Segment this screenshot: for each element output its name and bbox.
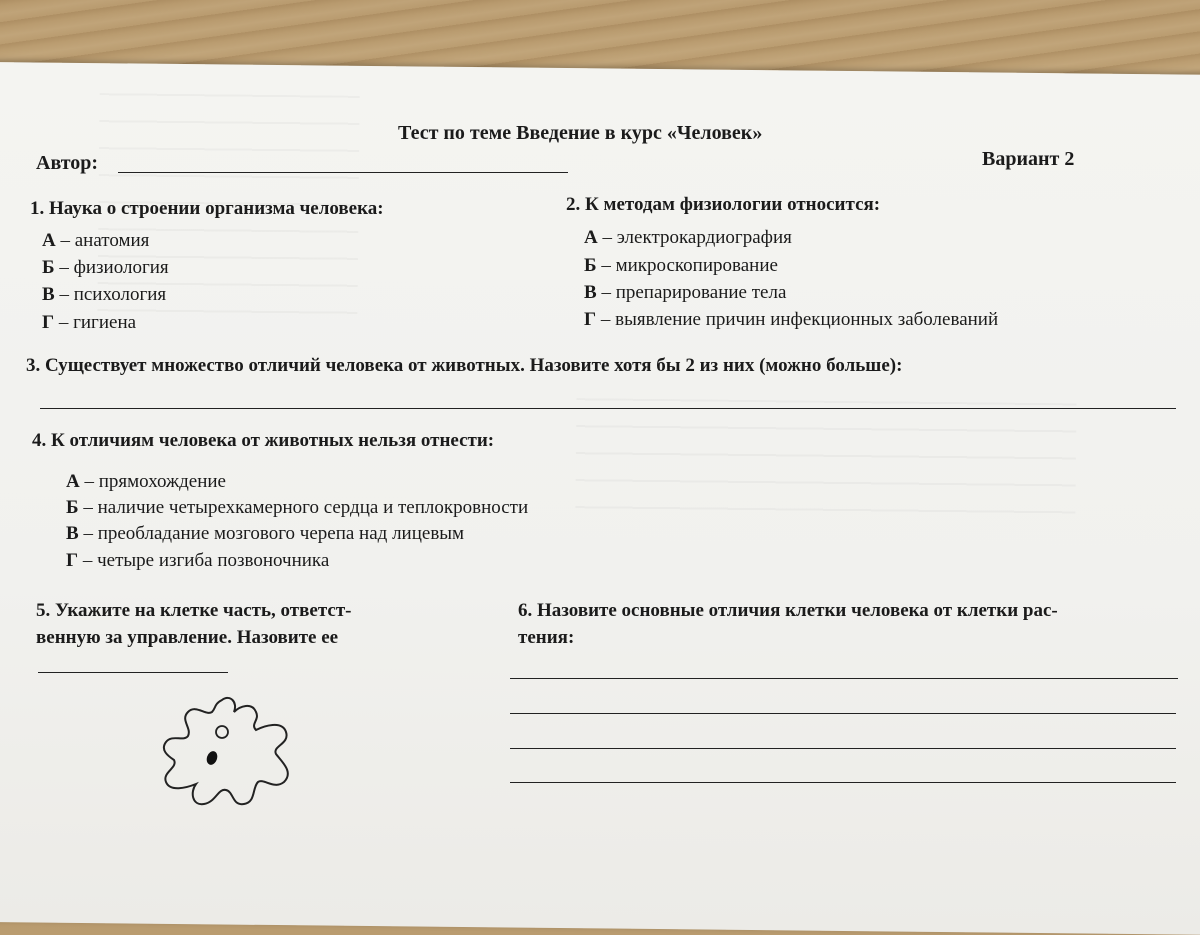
q1-option-c[interactable] [42,284,166,306]
q2-option-b[interactable] [584,255,778,277]
option-text: – психология [54,284,167,305]
option-letter: Б [584,255,597,276]
q2-option-c[interactable] [584,282,786,304]
question-5-line-2: венную за управление. Назовите ее [36,627,339,648]
option-letter: Б [42,257,55,278]
option-text: – четыре изгиба позвоночника [78,550,330,571]
q6-answer-line-2[interactable] [510,713,1176,714]
option-text: – микроскопирование [596,255,778,276]
variant-label: Вариант 2 [982,148,1075,170]
option-text: – анатомия [55,230,150,251]
question-3: 3. Существует множество отличий человека от животных. Назовите хотя бы 2 из них (можно больше): [26,355,903,376]
page-title: Тест по теме Введение в курс «Человек» [398,122,763,144]
question-2: 2. К методам физиологии относится: [566,194,881,215]
option-text: – препарирование тела [596,282,787,303]
q4-option-d[interactable] [66,550,329,572]
q4-option-a[interactable] [66,471,226,493]
option-text: – электрокардиография [597,227,792,248]
q6-answer-line-1[interactable] [510,678,1178,679]
question-4: 4. К отличиям человека от животных нельзя отнести: [32,430,495,451]
option-text: – физиология [54,257,169,278]
question-6-line-2: тения: [518,627,575,648]
question-1: 1. Наука о строении организма человека: [30,198,384,219]
option-letter: Г [584,309,597,330]
option-letter: А [66,471,80,492]
option-text: – наличие четырехкамерного сердца и теплокровности [78,497,529,518]
author-blank-line[interactable] [118,172,568,173]
q2-option-a[interactable] [584,227,792,249]
question-5-line-1: 5. Укажите на клетке часть, ответст- [36,600,352,621]
q6-answer-line-4[interactable] [510,782,1176,783]
option-text: – прямохождение [79,471,226,492]
cell-membrane-outline [164,698,288,804]
question-6-line-1: 6. Назовите основные отличия клетки человека от клетки рас- [518,600,1058,621]
vacuole-circle [216,726,228,738]
q1-option-b[interactable] [42,257,169,279]
cell-drawing[interactable] [160,692,300,812]
option-letter: А [584,227,598,248]
q2-option-d[interactable] [584,309,998,331]
q1-option-a[interactable] [42,230,149,252]
option-text: – гигиена [54,312,137,333]
option-letter: Г [42,312,55,333]
q3-answer-line[interactable] [40,408,1176,409]
q4-option-b[interactable] [66,497,528,519]
option-text: – преобладание мозгового черепа над лицевым [78,523,465,544]
option-letter: В [584,282,597,303]
option-letter: В [66,523,79,544]
option-letter: В [42,284,55,305]
option-text: – выявление причин инфекционных заболеваний [596,309,999,330]
option-letter: Г [66,550,79,571]
nucleus-dot [205,750,219,767]
q4-option-c[interactable] [66,523,464,545]
author-label: Автор: [36,152,99,174]
option-letter: А [42,230,56,251]
q1-option-d[interactable] [42,312,136,334]
q5-answer-line[interactable] [38,672,228,673]
option-letter: Б [66,497,79,518]
q6-answer-line-3[interactable] [510,748,1176,749]
bleed-through-shadow [575,398,1076,533]
